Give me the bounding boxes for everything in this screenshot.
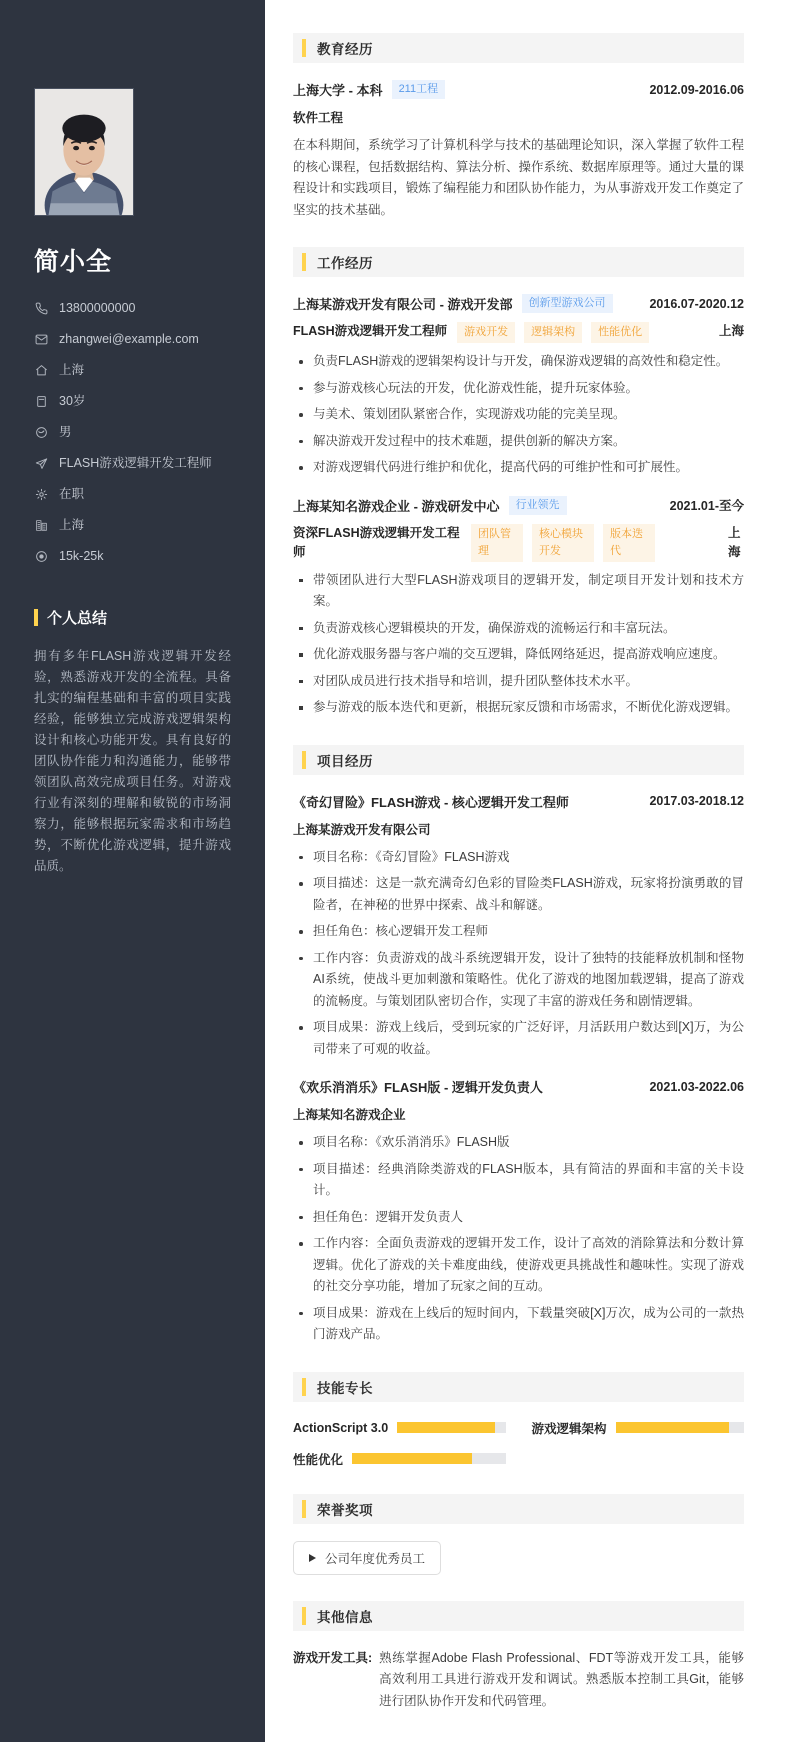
project-date: 2021.03-2022.06 [649,1079,744,1094]
skill-item [532,1419,745,1437]
contact-value: 13800000000 [59,301,136,315]
other-info-value: 熟练掌握Adobe Flash Professional、FDT等游戏开发工具，能够高效利用工具进行游戏开发和调试。熟悉版本控制工具Git，能够进行团队协作开发和代码管理。 [379,1650,744,1708]
job-title: 资深FLASH游戏逻辑开发工程师 [293,525,460,559]
contact-item-age [34,393,231,410]
education-entry [293,80,744,221]
list-item: 对游戏逻辑代码进行维护和优化，提高代码的可维护性和可扩展性。 [293,457,744,479]
award-chip[interactable] [293,1541,441,1575]
main-content [265,0,794,1742]
company-name: 上海某知名游戏企业 - 游戏研发中心 [293,498,500,514]
skill-tag-list [457,322,649,343]
entry-header-left [293,1077,543,1096]
work-responsibility-list [293,351,744,479]
contact-value: FLASH游戏逻辑开发工程师 [59,456,212,470]
project-date: 2017.03-2018.12 [649,794,744,808]
sidebar-section-header-summary [34,607,231,628]
skill-progress-track [397,1422,505,1433]
accent-bar [302,39,306,57]
role-and-tags [293,524,720,562]
list-item: 工作内容：负责游戏的战斗系统逻辑开发，设计了独特的技能释放机制和怪物AI系统，使战斗更加刺激和策略性。优化了游戏的地图加载逻辑，提高了游戏的流畅度。与策划团队密切合作，实现了丰富的游戏任务和剧情逻辑。 [293,948,744,1013]
project-entry [293,792,744,1061]
skill-tag: 版本迭代 [603,524,655,562]
section-title: 技能专长 [317,1380,373,1396]
list-item: 负责游戏核心逻辑模块的开发，确保游戏的流畅运行和丰富玩法。 [293,618,744,640]
accent-bar [34,609,38,626]
work-date: 2016.07-2020.12 [649,296,744,311]
skill-tag: 团队管理 [471,524,523,562]
skill-tag: 游戏开发 [457,322,515,343]
play-triangle-icon [309,1554,316,1562]
paper-plane-icon [34,455,49,472]
work-entry [293,294,744,479]
entry-role-row [293,524,744,562]
list-item: 与美术、策划团队紧密合作，实现游戏功能的完美呈现。 [293,404,744,426]
section-title: 项目经历 [317,753,373,769]
skill-tag: 性能优化 [591,322,649,343]
project-entry [293,1077,744,1346]
education-date: 2012.09-2016.06 [649,82,744,97]
skill-name: 性能优化 [293,1452,344,1467]
list-item: 项目描述：这是一款充满奇幻色彩的冒险类FLASH游戏，玩家将扮演勇敢的冒险者，在神秘的世界中探索、战斗和解谜。 [293,873,744,916]
work-city: 上海 [718,324,744,338]
skill-name: ActionScript 3.0 [293,1420,389,1435]
accent-bar [302,1607,306,1625]
phone-icon [34,300,49,317]
list-item: 带领团队进行大型FLASH游戏项目的逻辑开发，制定项目开发计划和技术方案。 [293,570,744,613]
building-icon [34,517,49,534]
skill-progress-fill [616,1422,729,1433]
accent-bar [302,1378,306,1396]
face-icon [34,424,49,441]
list-item: 解决游戏开发过程中的技术难题，提供创新的解决方案。 [293,431,744,453]
contact-value: 30岁 [59,394,86,408]
entry-header-left [293,294,613,313]
company-badge: 创新型游戏公司 [522,294,613,313]
skill-progress-track [616,1422,744,1433]
work-entry [293,496,744,719]
award-list [293,1541,744,1575]
contact-item-phone [34,300,231,317]
company-badge: 行业领先 [509,496,567,515]
list-item: 负责FLASH游戏的逻辑架构设计与开发，确保游戏逻辑的高效性和稳定性。 [293,351,744,373]
skill-item [293,1450,506,1468]
skill-tag: 逻辑架构 [524,322,582,343]
skill-name: 游戏逻辑架构 [531,1421,607,1436]
skill-item [293,1419,506,1437]
section-header-education [293,33,744,63]
contact-list [34,300,231,565]
contact-value: 上海 [59,518,85,532]
entry-header-row [293,496,744,515]
other-info-row [293,1648,744,1713]
award-label: 公司年度优秀员工 [325,1551,426,1566]
sidebar-section-title: 个人总结 [47,610,108,627]
school-badge: 211工程 [392,80,446,99]
contact-value: 上海 [59,363,85,377]
contact-item-status [34,486,231,503]
entry-header-left [293,80,445,99]
gear-icon [34,486,49,503]
project-name: 《欢乐消消乐》FLASH版 - 逻辑开发负责人 [293,1080,543,1095]
project-company: 上海某游戏开发有限公司 [293,822,431,837]
skill-list [293,1419,744,1468]
skill-tag: 核心模块开发 [532,524,594,562]
entry-header-row [293,80,744,99]
section-title: 工作经历 [317,256,373,271]
contact-item-email [34,331,231,348]
contact-value: zhangwei@example.com [59,332,199,346]
job-title: FLASH游戏逻辑开发工程师 [293,324,448,338]
list-item: 参与游戏核心玩法的开发，优化游戏性能，提升玩家体验。 [293,378,744,400]
list-item: 项目成果：游戏上线后，受到玩家的广泛好评，月活跃用户数达到[X]万，为公司带来了可观的收益。 [293,1017,744,1060]
section-header-awards [293,1494,744,1524]
major-name: 软件工程 [293,111,344,125]
section-header-other [293,1601,744,1631]
list-item: 项目名称：《欢乐消消乐》FLASH版 [293,1132,744,1154]
calendar-icon [34,393,49,410]
section-title: 教育经历 [317,42,373,57]
list-item: 项目成果：游戏在上线后的短时间内，下载量突破[X]万次，成为公司的一款热门游戏产品。 [293,1303,744,1346]
project-company: 上海某知名游戏企业 [293,1108,406,1122]
list-item: 参与游戏的版本迭代和更新，根据玩家反馈和市场需求，不断优化游戏逻辑。 [293,697,744,719]
company-name: 上海某游戏开发有限公司 - 游戏开发部 [293,297,513,312]
school-name: 上海大学 - 本科 [293,83,383,98]
skill-progress-fill [397,1422,494,1433]
entry-header-left [293,792,569,811]
list-item: 项目名称：《奇幻冒险》FLASH游戏 [293,847,744,869]
section-header-skills [293,1372,744,1402]
entry-role-row [293,322,744,343]
work-responsibility-list [293,570,744,719]
project-detail-list [293,1132,744,1346]
accent-bar [302,1500,306,1518]
role-and-tags [293,322,711,343]
contact-value: 15k-25k [59,549,104,563]
accent-bar [302,253,306,271]
envelope-icon [34,331,49,348]
list-item: 项目描述：经典消除类游戏的FLASH版本，具有简洁的界面和丰富的关卡设计。 [293,1159,744,1202]
work-date: 2021.01-至今 [669,499,744,513]
personal-summary-text: 拥有多年FLASH游戏逻辑开发经验，熟悉游戏开发的全流程。具备扎实的编程基础和丰富的项目实践经验，能够独立完成游戏逻辑架构设计和核心功能开发。具有良好的团队协作能力和沟通能力，能够带领团队高效完成项目任务。对游戏行业有深刻的理解和敏锐的市场洞察力，能够根据玩家需求和市场趋势，不断优化游戏逻辑，提升游戏品质。 [34,649,231,873]
work-city: 上海 [728,525,741,559]
accent-bar [302,751,306,769]
education-description: 在本科期间，系统学习了计算机科学与技术的基础理论知识，深入掌握了软件工程的核心课程，包括数据结构、算法分析、操作系统、数据库原理等。通过大量的课程设计和实践项目，锻炼了编程能力和团队协作能力，为从事游戏开发工作奠定了坚实的技术基础。 [293,138,744,217]
section-header-work [293,247,744,277]
other-info-label: 游戏开发工具: [293,1650,373,1665]
contact-item-gender [34,424,231,441]
home-icon [34,362,49,379]
contact-item-salary [34,548,231,565]
list-item: 对团队成员进行技术指导和培训，提升团队整体技术水平。 [293,671,744,693]
contact-item-location [34,362,231,379]
entry-header-left [293,496,567,515]
contact-item-work-city [34,517,231,534]
skill-progress-track [352,1453,505,1464]
avatar [34,88,134,216]
target-icon [34,548,49,565]
project-name: 《奇幻冒险》FLASH游戏 - 核心逻辑开发工程师 [293,794,569,810]
entry-header-row [293,792,744,811]
sidebar [0,0,265,1742]
entry-header-row [293,294,744,313]
list-item: 工作内容：全面负责游戏的逻辑开发工作，设计了高效的消除算法和分数计算逻辑。优化了游戏的关卡难度曲线，使游戏更具挑战性和趣味性。实现了游戏的社交分享功能，增加了玩家之间的互动。 [293,1233,744,1298]
list-item: 担任角色：逻辑开发负责人 [293,1207,744,1229]
entry-header-row [293,1077,744,1096]
skill-tag-list [471,524,655,562]
contact-item-position [34,455,231,472]
skill-progress-fill [352,1453,472,1464]
contact-value: 男 [59,425,72,439]
list-item: 担任角色：核心逻辑开发工程师 [293,921,744,943]
section-header-projects [293,745,744,775]
section-title: 荣誉奖项 [317,1502,373,1518]
list-item: 优化游戏服务器与客户端的交互逻辑，降低网络延迟，提高游戏响应速度。 [293,644,744,666]
section-title: 其他信息 [317,1609,373,1625]
person-name: 简小全 [34,248,113,276]
project-detail-list [293,847,744,1061]
contact-value: 在职 [59,487,85,501]
